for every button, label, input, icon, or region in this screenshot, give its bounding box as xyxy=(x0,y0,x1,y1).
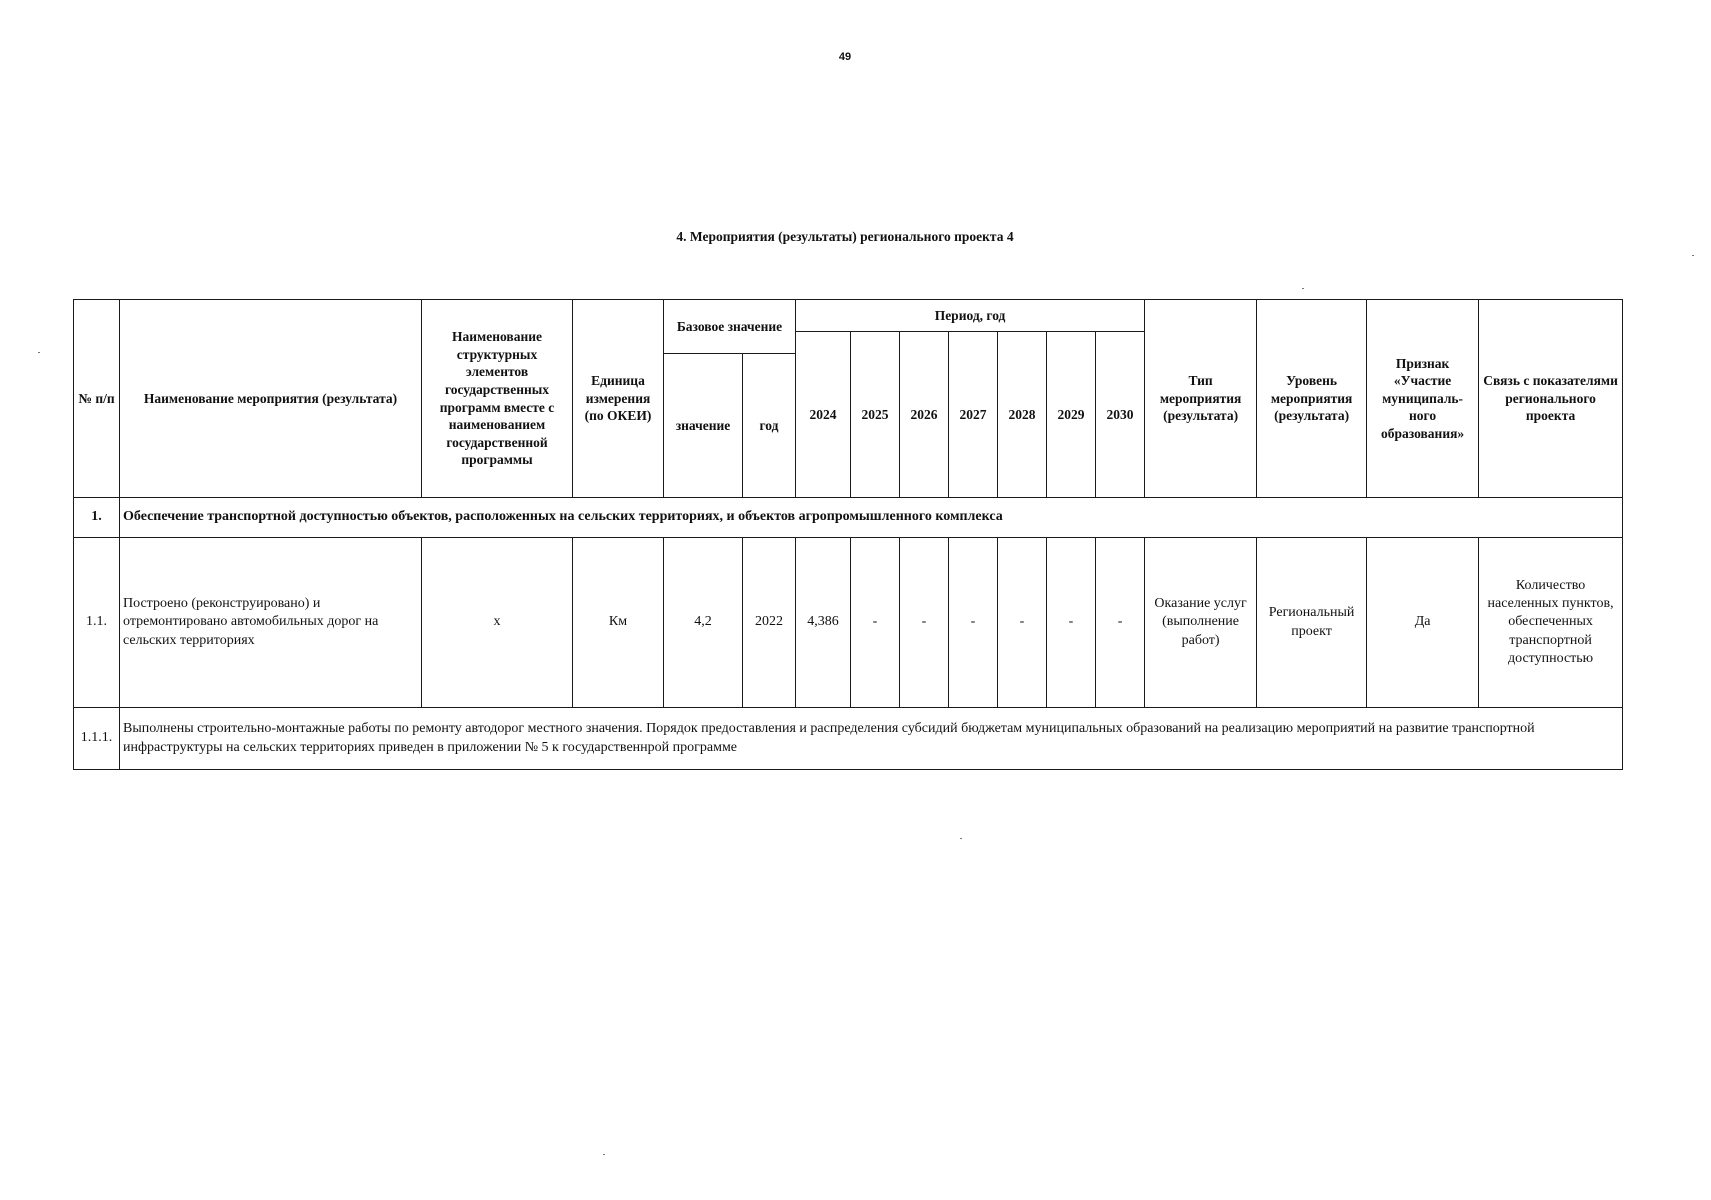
header-year-2030: 2030 xyxy=(1096,332,1145,498)
row-value-2028: - xyxy=(998,538,1047,708)
header-num: № п/п xyxy=(74,300,120,498)
scan-speck xyxy=(1302,288,1304,289)
note-row-num: 1.1.1. xyxy=(74,708,120,770)
page-number: 49 xyxy=(838,51,852,63)
header-base-year: год xyxy=(743,354,796,498)
header-structural: Наименование структурных элементов государственных программ вместе с наименованием государственной программы xyxy=(422,300,573,498)
row-value-2029: - xyxy=(1047,538,1096,708)
row-type: Оказание услуг (выполнение работ) xyxy=(1145,538,1257,708)
header-unit: Единица измерения (по ОКЕИ) xyxy=(573,300,664,498)
section-row-text: Обеспечение транспортной доступностью объектов, расположенных на сельских территориях, и объектов агропромышленного комплекса xyxy=(120,498,1623,538)
header-base-value: значение xyxy=(664,354,743,498)
row-value-2030: - xyxy=(1096,538,1145,708)
header-year-2024: 2024 xyxy=(796,332,851,498)
header-name: Наименование мероприятия (результата) xyxy=(120,300,422,498)
header-year-2025: 2025 xyxy=(851,332,900,498)
row-municipal: Да xyxy=(1367,538,1479,708)
note-row-text: Выполнены строительно-монтажные работы по ремонту автодорог местного значения. Порядок предоставления и распределения субсидий бюджетам муниципальных образований на реализацию мероприятий на развитие транспортной инфраструктуры на сельских территориях приведен в приложении № 5 к государственнрой программе xyxy=(120,708,1623,770)
header-level: Уровень мероприятия (результата) xyxy=(1257,300,1367,498)
scan-speck xyxy=(603,1154,605,1155)
row-level: Региональный проект xyxy=(1257,538,1367,708)
row-name: Построено (реконструировано) и отремонтировано автомобильных дорог на сельских территориях xyxy=(120,538,422,708)
row-num: 1.1. xyxy=(74,538,120,708)
row-base-year: 2022 xyxy=(743,538,796,708)
row-link: Количество населенных пунктов, обеспеченных транспортной доступностью xyxy=(1479,538,1623,708)
scan-speck xyxy=(38,352,40,353)
header-period: Период, год xyxy=(796,300,1145,332)
row-value-2026: - xyxy=(900,538,949,708)
scan-speck xyxy=(960,838,962,839)
header-year-2027: 2027 xyxy=(949,332,998,498)
row-base-value: 4,2 xyxy=(664,538,743,708)
section-row-num: 1. xyxy=(74,498,120,538)
header-year-2028: 2028 xyxy=(998,332,1047,498)
row-value-2027: - xyxy=(949,538,998,708)
header-municipal: Признак «Участие муниципаль-ного образования» xyxy=(1367,300,1479,498)
header-year-2026: 2026 xyxy=(900,332,949,498)
row-value-2025: - xyxy=(851,538,900,708)
scan-speck xyxy=(1692,255,1694,256)
row-unit: Км xyxy=(573,538,664,708)
row-value-2024: 4,386 xyxy=(796,538,851,708)
header-year-2029: 2029 xyxy=(1047,332,1096,498)
header-type: Тип мероприятия (результата) xyxy=(1145,300,1257,498)
section-title: 4. Мероприятия (результаты) регионального проекта 4 xyxy=(676,229,1014,244)
header-base: Базовое значение xyxy=(664,300,796,354)
events-table xyxy=(73,299,1623,770)
header-link: Связь с показателями регионального проекта xyxy=(1479,300,1623,498)
row-structural: х xyxy=(422,538,573,708)
